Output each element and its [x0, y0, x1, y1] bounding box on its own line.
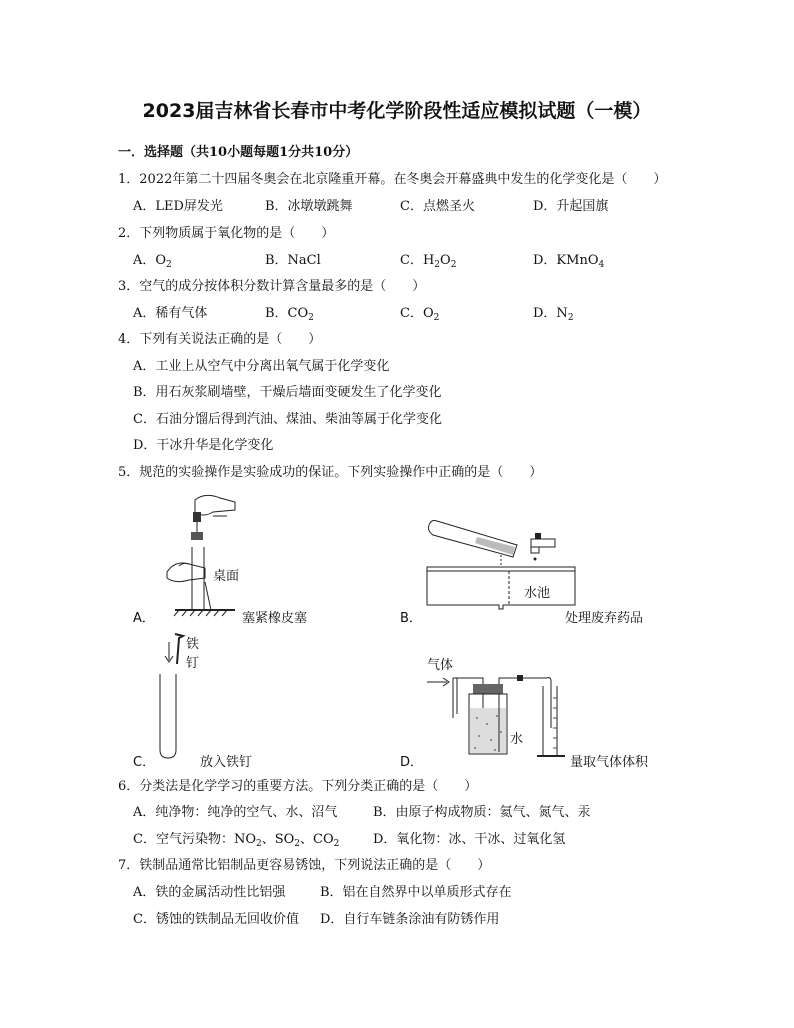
q4-option-d: D．干冰升华是化学变化 [133, 438, 274, 453]
figure-d-letter: D． [400, 755, 424, 770]
question-3-stem: 3．空气的成分按体积分数计算含量最多的是（ ） [118, 279, 426, 294]
q4-option-b: B．用石灰浆刷墙壁，干燥后墙面变硬发生了化学变化 [133, 385, 442, 400]
figure-d-water-label: 水 [510, 732, 524, 747]
figure-d-gas-apparatus [425, 668, 575, 768]
q2-option-d: D．KMnO$_4$ [533, 253, 605, 270]
figure-a-stopper [165, 492, 295, 622]
q6-option-d: D．氧化物：冰、干冰、过氧化氢 [373, 832, 566, 847]
q4-option-a: A．工业上从空气中分离出氧气属于化学变化 [133, 359, 390, 374]
figure-a-letter: A． [133, 611, 155, 626]
figure-d-caption: 量取气体体积 [570, 755, 649, 770]
figure-b-pool-label: 水池 [524, 586, 551, 601]
figure-c-nail-label-1: 铁 [186, 637, 200, 652]
question-5-stem: 5．规范的实验操作是实验成功的保证。下列实验操作中正确的是（ ） [118, 465, 543, 480]
section-heading: 一．选择题（共10小题每题1分共10分） [118, 145, 359, 160]
figure-b-caption: 处理废弃药品 [565, 611, 644, 626]
q3-option-d: D．$N_2$ [533, 306, 574, 323]
page-title: 2023届吉林省长春市中考化学阶段性适应模拟试题（一模） [142, 100, 652, 122]
q4-option-c: C．石油分馏后得到汽油、煤油、柴油等属于化学变化 [133, 412, 442, 427]
q7-option-c: C．锈蚀的铁制品无回收价值 [133, 912, 299, 927]
q1-option-b: B．冰墩墩跳舞 [265, 199, 353, 214]
figure-c-caption: 放入铁钉 [200, 755, 253, 770]
question-7-stem: 7．铁制品通常比铝制品更容易锈蚀，下列说法正确的是（ ） [118, 858, 491, 873]
q6-option-a: A．纯净物：纯净的空气、水、沼气 [133, 805, 338, 820]
q2-option-c: C．$H_2O_2$ [400, 253, 457, 270]
figure-a-caption: 塞紧橡皮塞 [242, 611, 308, 626]
question-4-stem: 4．下列有关说法正确的是（ ） [118, 332, 322, 347]
q1-option-d: D．升起国旗 [533, 199, 609, 214]
figure-b-letter: B． [400, 611, 422, 626]
q3-option-c: C．$O_2$ [400, 306, 440, 323]
q1-option-c: C．点燃圣火 [400, 199, 475, 214]
q7-option-a: A．铁的金属活动性比铝强 [133, 885, 286, 900]
q1-option-a: A．LED屏发光 [133, 199, 223, 214]
question-6-stem: 6．分类法是化学学习的重要方法。下列分类正确的是（ ） [118, 779, 478, 794]
q6-option-c: C．空气污染物：$NO_2$、$SO_2$、$CO_2$ [133, 832, 340, 849]
q7-option-b: B．铝在自然界中以单质形式存在 [320, 885, 512, 900]
question-2-stem: 2．下列物质属于氧化物的是（ ） [118, 226, 335, 241]
q2-option-a: A．$O_2$ [133, 253, 172, 270]
figure-a-desk-label: 桌面 [213, 569, 240, 584]
figure-c-letter: C． [133, 755, 156, 770]
figure-c-nail-label-2: 钉 [186, 656, 200, 671]
q7-option-d: D．自行车链条涂油有防锈作用 [320, 912, 500, 927]
figure-d-gas-label: 气体 [427, 658, 454, 673]
figure-b-sink [425, 505, 595, 615]
q6-option-b: B．由原子构成物质：氦气、氮气、汞 [373, 805, 591, 820]
question-1-stem: 1．2022年第二十四届冬奥会在北京隆重开幕。在冬奥会开幕盛典中发生的化学变化是（ ） [118, 172, 667, 187]
q3-option-a: A．稀有气体 [133, 306, 208, 321]
q2-option-b: B．NaCl [265, 253, 321, 268]
q3-option-b: B．$CO_2$ [265, 306, 314, 323]
